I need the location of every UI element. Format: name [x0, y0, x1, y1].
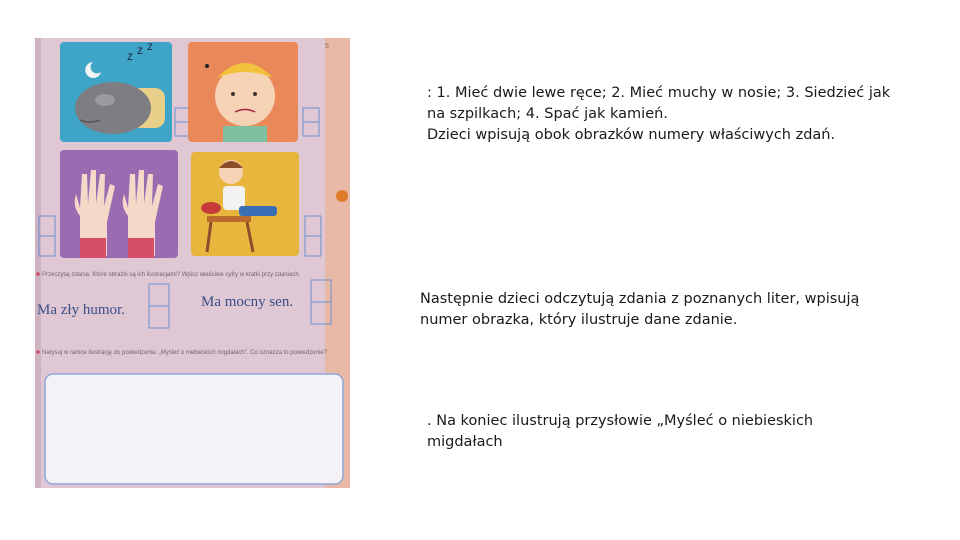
- panel-boy-with-fly: [188, 42, 298, 142]
- fly-icon: [205, 64, 209, 68]
- sentence-left: Ma zły humor.: [37, 302, 125, 318]
- page-number: 5: [325, 43, 329, 50]
- panel-two-left-hands: [60, 150, 178, 258]
- instruction-read-sentences: Przeczytaj zdania. Które obrazki są ich ilustracjami? Wpisz właściwe cyfry w kratki przy zdaniach.: [42, 272, 301, 278]
- instructions-paragraph-2: Następnie dzieci odczytują zdania z poznanych liter, wpisują numer obrazka, który ilustruje dane zdanie.: [420, 291, 860, 328]
- svg-text:z: z: [137, 43, 143, 57]
- svg-text:z: z: [147, 39, 153, 53]
- instructions-paragraph-1: : 1. Mieć dwie lewe ręce; 2. Mieć muchy w nosie; 3. Siedzieć jak na szpilkach; 4. Spać jak kamień. Dzieci wpisują obok obrazków numery właściwych zdań.: [427, 85, 891, 143]
- sentence-right: Ma mocny sen.: [201, 294, 294, 310]
- workbook-photo: [35, 38, 350, 488]
- svg-text:z: z: [127, 49, 133, 63]
- drawing-frame: [45, 374, 343, 484]
- exercise-marker-icon: [336, 190, 348, 202]
- panel-boy-on-chair: [191, 152, 299, 256]
- instructions-paragraph-3: . Na koniec ilustrują przysłowie „Myśleć o niebieskich migdałach: [427, 413, 814, 450]
- instruction-draw-proverb: Narysuj w ramce ilustrację do powiedzenia: „Myśleć o niebieskich migdałach". Co oznacza to powiedzenie?: [42, 350, 327, 356]
- panel-sleeping-rock: [60, 39, 172, 142]
